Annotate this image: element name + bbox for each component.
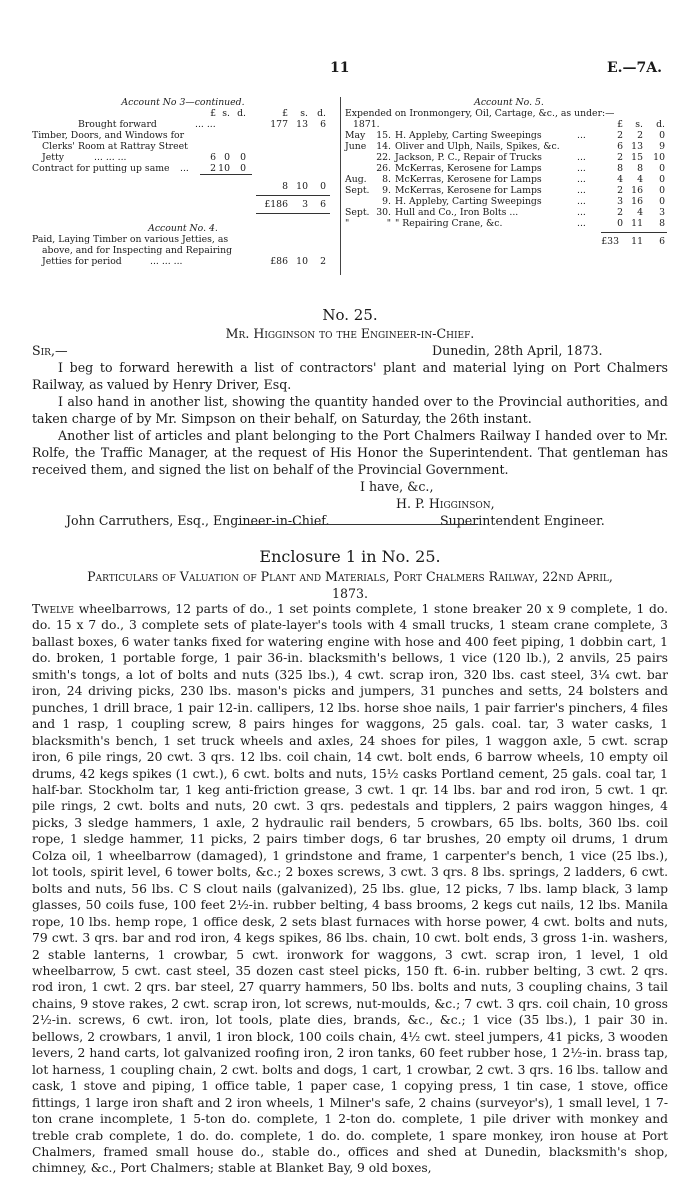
account-5-entry-row: [345, 196, 673, 207]
account-5-year-row: [345, 119, 673, 130]
particulars-title-line-2: 1873.: [331, 586, 369, 601]
signature-row: [32, 495, 668, 512]
account-5-entry-row: [345, 207, 673, 218]
subtotal-rule: [200, 174, 252, 175]
entry-description: " Repairing Crane, &c.: [395, 218, 503, 229]
timber-shillings: 0: [224, 152, 230, 163]
entry-month: June: [345, 141, 367, 152]
timber-row-1: [32, 130, 334, 141]
col-s-2: s.: [300, 108, 308, 119]
account-5-title: Account No. 5.: [474, 97, 544, 108]
dots: ...: [577, 163, 586, 174]
account-4-line-2: [32, 245, 334, 256]
entry-pence: 10: [653, 152, 665, 163]
dots: ... ... ...: [150, 256, 183, 267]
entry-day: 26.: [376, 163, 391, 174]
entry-pounds: 3: [617, 196, 623, 207]
dots: ...: [180, 163, 189, 174]
total-pence: 6: [320, 199, 326, 210]
dots: ...: [577, 174, 586, 185]
entry-shillings: 13: [631, 141, 643, 152]
column-header-row: [32, 108, 334, 119]
contract-pounds: 2: [210, 163, 216, 174]
brought-forward-label: Brought forward: [78, 119, 157, 130]
signature: H. P. Higginson,: [396, 496, 495, 511]
entry-description: Jackson, P. C., Repair of Trucks: [395, 152, 542, 163]
entry-pounds: 8: [617, 163, 623, 174]
entry-month: ": [345, 218, 350, 229]
entry-pence: 0: [659, 196, 665, 207]
letter-paragraph-3: Another list of articles and plant belonging to the Port Chalmers Railway I handed over to Mr. Rolfe, the Traffic Manager, at the request of His Honor the Superintendent. That gentleman has received them, and signed the list on behalf of the Provincial Government.: [32, 428, 668, 477]
entry-pounds: 2: [617, 130, 623, 141]
col-pounds-1: £: [210, 108, 216, 119]
entry-pence: 3: [659, 207, 665, 218]
closing-row: [32, 478, 668, 495]
letter-number: No. 25.: [322, 306, 378, 324]
entry-day: 9.: [382, 196, 391, 207]
document-code: E.—7A.: [606, 60, 662, 76]
recipient: John Carruthers, Esq., Engineer-in-Chief.: [66, 513, 330, 528]
entry-shillings: 16: [631, 185, 643, 196]
account-5-entry-row: [345, 174, 673, 185]
col-d: d.: [656, 119, 665, 130]
account-5-entry-row: [345, 130, 673, 141]
page-header: [0, 60, 700, 80]
dots: ... ...: [195, 119, 216, 130]
plant-materials-list: [32, 601, 668, 1177]
lead-word: Twelve: [32, 602, 75, 616]
dots: ...: [577, 218, 586, 229]
account-5-entry-row: [345, 218, 673, 229]
particulars-title: [32, 568, 668, 602]
account-4-pence: 2: [320, 256, 326, 267]
account-4-text-1: Paid, Laying Timber on various Jetties, as: [32, 234, 229, 245]
total-pounds: £186: [264, 199, 288, 210]
entry-description: Hull and Co., Iron Bolts ...: [395, 207, 519, 218]
total-row: [32, 199, 334, 210]
total-shillings: 3: [302, 199, 308, 210]
account-5-entry-row: [345, 152, 673, 163]
account-4-pounds: £86: [270, 256, 288, 267]
dots: ...: [577, 196, 586, 207]
entry-day: 30.: [376, 207, 391, 218]
dots: ...: [577, 207, 586, 218]
accounts-left-column: [32, 97, 334, 267]
entry-shillings: 4: [637, 174, 643, 185]
bf-shillings: 13: [296, 119, 308, 130]
bf-pounds: 177: [270, 119, 288, 130]
entry-shillings: 4: [637, 207, 643, 218]
dots: ...: [577, 152, 586, 163]
signer-title: Superintendent Engineer.: [440, 513, 605, 528]
enclosure-title: Enclosure 1 in No. 25.: [259, 547, 441, 566]
contract-row: [32, 163, 334, 174]
account-5-total-pence: 6: [659, 236, 665, 247]
contract-shillings: 10: [218, 163, 230, 174]
recipient-row: [32, 512, 668, 529]
timber-row-3: [32, 152, 334, 163]
subtotal-pence: 0: [320, 181, 326, 192]
entry-day: 9.: [382, 185, 391, 196]
timber-pounds: 6: [210, 152, 216, 163]
salutation-row: [32, 342, 668, 359]
entry-pence: 0: [659, 174, 665, 185]
entry-shillings: 2: [637, 130, 643, 141]
dots: ... ... ...: [94, 152, 127, 163]
col-pounds-2: £: [282, 108, 288, 119]
account-4-shillings: 10: [296, 256, 308, 267]
letter-paragraph-1: I beg to forward herewith a list of contractors' plant and material lying on Port Chalmers Railway, as valued by Henry Driver, Esq.: [32, 360, 668, 392]
entry-pence: 0: [659, 163, 665, 174]
account-5-total-shillings: 11: [631, 236, 643, 247]
page-number: 11: [330, 60, 350, 76]
entry-month: Sept.: [345, 185, 370, 196]
timber-line-3: Jetty: [42, 152, 64, 163]
account-5-total-pounds: £33: [601, 236, 619, 247]
entry-day: 14.: [376, 141, 391, 152]
closing: I have, &c.,: [360, 479, 434, 494]
entry-day: ": [386, 218, 391, 229]
account-4-text-3: Jetties for period: [42, 256, 122, 267]
subtotal-row: [32, 181, 334, 192]
entry-pence: 8: [659, 218, 665, 229]
account-4-text-2: above, and for Inspecting and Repairing: [42, 245, 233, 256]
entry-description: McKerras, Kerosene for Lamps: [395, 174, 542, 185]
entry-description: McKerras, Kerosene for Lamps: [395, 163, 542, 174]
entry-pence: 0: [659, 130, 665, 141]
entry-shillings: 15: [631, 152, 643, 163]
timber-line-1: Timber, Doors, and Windows for: [32, 130, 185, 141]
entry-pounds: 2: [617, 185, 623, 196]
brought-forward-row: [32, 119, 334, 130]
entry-description: McKerras, Kerosene for Lamps: [395, 185, 542, 196]
list-body: wheelbarrows, 12 parts of do., 1 set points complete, 1 stone breaker 20 x 9 complete, 1 do. do. 15 x 7 do., 3 complete sets of plate-layer's tools with 4 small trucks, 1 steam crane complete, 3 ballast boxes, 6 water tanks fixed for watering engine with hose and 400 feet piping, 1 dobbin cart, 1 do. broken, 1 portable forge, 1 pair 36-in. blacksmith's bellows, 1 vice (120 lb.), 2 anvils, 25 pairs smith's tongs, a lot of bolts and nuts (325 lbs.), 4 cwt. scrap iron, 320 lbs. cast steel, 3¼ cwt. bar iron, 24 driving picks, 230 lbs. mason's picks and jumpers, 31 punches and setts, 24 bolsters and punches, 1 drill brace, 1 pair 12-in. callipers, 12 lbs. horse shoe nails, 1 pair farrier's pinchers, 4 files and 1 rasp, 1 coupling screw, 8 pairs hinges for waggons, 25 gals. coal. tar, 3 water casks, 1 blacksmith's bench, 1 set truck wheels and axles, 24 shoes for piles, 1 waggon axle, 5 cwt. scrap iron, 6 pile rings, 20 cwt. 3 qrs. 12 lbs. coil chain, 14 cwt. bolt ends, 6 barrow wheels, 10 empty oil drums, 42 kegs spikes (1 cwt.), 6 cwt. bolts and nuts, 15½ casks Portland cement, 25 gals. coal tar, 1 half-bar. Stockholm tar, 1 keg anti-friction grease, 3 cwt. 1 qr. 14 lbs. bar and rod iron, 5 cwt. 1 qr. pile rings, 2 cwt. bolts and nuts, 20 cwt. 3 qrs. pedestals and tipplers, 2 pairs waggon hinges, 4 picks, 3 sledge hammers, 1 axle, 2 hydraulic rail benders, 5 crowbars, 65 lbs. bolts, 360 lbs. coil rope, 1 sledge hammer, 11 picks, 2 pairs timber dogs, 6 tar brushes, 20 empty oil drums, 1 drum Colza oil, 1 wheelbarrow (damaged), 1 grindstone and frame, 1 carpenter's bench, 1 vice (25 lbs.), lot tools, spirit level, 6 tower bolts, &c.; 2 boxes screws, 3 cwt. 3 qrs. 8 lbs. springs, 2 ladders, 6 cwt. bolts and nuts, 56 lbs. C S clout nails (galvanized), 25 lbs. glue, 12 picks, 7 lbs. lamp black, 3 lamp glasses, 50 coils fuse, 100 feet 2½-in. rubber belting, 4 bass brooms, 2 kegs cut nails, 12 lbs. Manila rope, 10 lbs. hemp rope, 1 office desk, 2 sets blast furnaces with horse power, 4 cwt. bolts and nuts, 79 cwt. 3 qrs. bar and rod iron, 4 kegs spikes, 86 lbs. chain, 10 cwt. bolt ends, 3 gross 1-in. washers, 2 stable lanterns, 1 crowbar, 5 cwt. ironwork for waggons, 3 cwt. scrap iron, 1 level, 1 old wheelbarrow, 5 cwt. cast steel, 35 dozen cast steel picks, 150 ft. 6-in. rubber belting, 3 cwt. 2 qrs. rod iron, 1 cwt. 2 qrs. bar steel, 27 quarry hammers, 50 lbs. bolts and nuts, 3 coupling chains, 3 tail chains, 9 stove rakes, 2 cwt. scrap iron, lot screws, nut-moulds, &c.; 7 cwt. 3 qrs. coil chain, 10 gross 2½-in. screws, 6 cwt. iron, lot tools, plate dies, brands, &c., &c.; 1 vice (35 lbs.), 1 pair 30 in. bellows, 2 crowbars, 1 anvil, 1 iron block, 100 coils chain, 4½ cwt. steel jumpers, 41 picks, 3 wooden levers, 2 hand carts, lot galvanized roofing iron, 2 iron tanks, 60 feet rubber hose, 1 2½-in. brass tap, lot harness, 1 coupling chain, 2 cwt. bolts and dogs, 1 cart, 1 crowbar, 2 cwt. 3 qrs. 16 lbs. tallow and cask, 1 stove and piping, 1 office table, 1 paper case, 1 copying press, 1 tin case, 1 stove, office fittings, 1 large iron shaft and 2 iron wheels, 1 Milner's safe, 2 chains (surveyor's), 1 small level, 1 7-ton crane incomplete, 1 5-ton do. complete, 1 2-ton do. complete, 1 pile driver with monkey and treble crab complete, 1 do. do. complete, 1 do. do. complete, 1 spare monkey, iron house at Port Chalmers, framed small house do., stable do., offices and shed at Dunedin, blacksmith's shop, chimney, &c., Port Chalmers; stable at Blanket Bay, 9 old boxes,: [32, 602, 668, 1176]
accounts-right-column: [340, 97, 673, 275]
entry-pounds: 6: [617, 141, 623, 152]
entry-month: Sept.: [345, 207, 370, 218]
section-divider: [238, 524, 478, 525]
account-5-total-row: [345, 236, 673, 247]
contract-label: Contract for putting up same: [32, 163, 170, 174]
letter-paragraph-2: I also hand in another list, showing the quantity handed over to the Provincial authorities, and taken charge of by Mr. Simpson on their behalf, on Saturday, the 26th instant.: [32, 394, 668, 426]
col-s: s.: [635, 119, 643, 130]
subtotal-pounds: 8: [282, 181, 288, 192]
account-3-title: Account No 3—continued.: [121, 97, 245, 108]
col-pounds: £: [617, 119, 623, 130]
entry-pounds: 2: [617, 207, 623, 218]
account-5-year: 1871.: [353, 119, 380, 130]
entry-description: H. Appleby, Carting Sweepings: [395, 196, 542, 207]
letter-section: [32, 305, 668, 529]
account-4-title: Account No. 4.: [148, 223, 218, 234]
dots: ...: [577, 185, 586, 196]
timber-row-2: [32, 141, 334, 152]
letter-heading: Mr. Higginson to the Engineer-in-Chief.: [225, 326, 475, 341]
entry-day: 8.: [382, 174, 391, 185]
salutation: Sir,—: [32, 343, 68, 358]
entry-day: 22.: [376, 152, 391, 163]
timber-pence: 0: [240, 152, 246, 163]
entry-description: H. Appleby, Carting Sweepings: [395, 130, 542, 141]
contract-pence: 0: [240, 163, 246, 174]
col-s-1: s.: [222, 108, 230, 119]
col-d-1: d.: [237, 108, 246, 119]
account-5-total-rule: [601, 232, 667, 233]
col-d-2: d.: [317, 108, 326, 119]
account-4-line-1: [32, 234, 334, 245]
total-rule-bottom: [256, 213, 330, 214]
total-rule-top: [256, 195, 330, 196]
particulars-title-line-1: Particulars of Valuation of Plant and Materials, Port Chalmers Railway, 22nd April,: [87, 569, 613, 584]
bf-pence: 6: [320, 119, 326, 130]
account-5-entry-row: [345, 185, 673, 196]
entry-pounds: 2: [617, 152, 623, 163]
place-date: Dunedin, 28th April, 1873.: [432, 343, 603, 358]
entry-shillings: 8: [637, 163, 643, 174]
entry-pence: 0: [659, 185, 665, 196]
account-5-entries: [345, 130, 673, 229]
subtotal-shillings: 10: [296, 181, 308, 192]
entry-shillings: 11: [631, 218, 643, 229]
entry-pence: 9: [659, 141, 665, 152]
entry-description: Oliver and Ulph, Nails, Spikes, &c.: [395, 141, 560, 152]
account-5-intro-row: [345, 108, 673, 119]
account-5-intro: Expended on Ironmongery, Oil, Cartage, &c., as under:—: [345, 108, 615, 119]
entry-month: Aug.: [345, 174, 367, 185]
entry-pounds: 4: [617, 174, 623, 185]
dots: ...: [577, 130, 586, 141]
account-5-entry-row: [345, 141, 673, 152]
entry-month: May: [345, 130, 366, 141]
entry-day: 15.: [376, 130, 391, 141]
account-5-entry-row: [345, 163, 673, 174]
entry-pounds: 0: [617, 218, 623, 229]
timber-line-2: Clerks' Room at Rattray Street: [42, 141, 188, 152]
entry-shillings: 16: [631, 196, 643, 207]
account-4-line-3: [32, 256, 334, 267]
